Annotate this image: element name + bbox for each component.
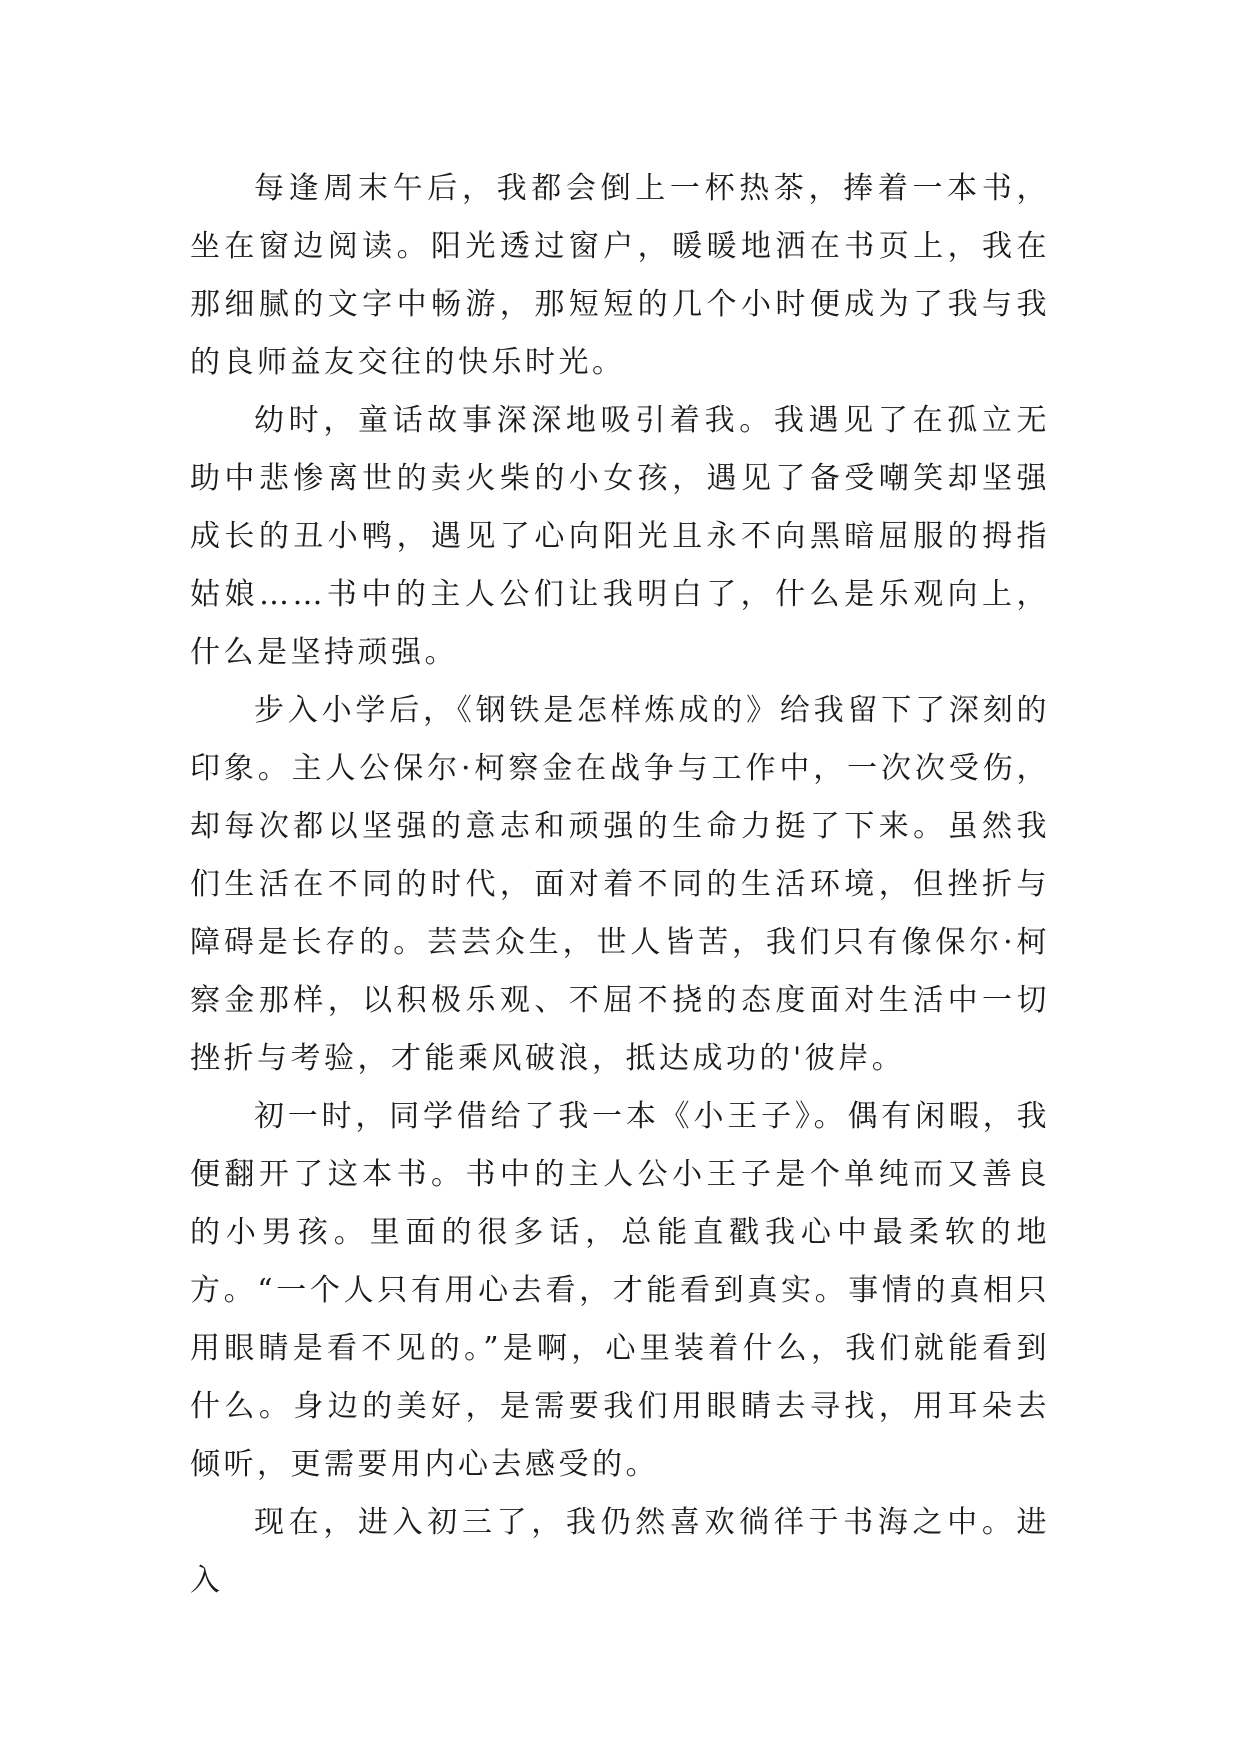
paragraph-little-prince: 初一时，同学借给了我一本《小王子》。偶有闲暇，我便翻开了这本书。书中的主人公小王子是个单纯而又善良的小男孩。里面的很多话，总能直戳我心中最柔软的地方。“一个人只有用心去看，才能看到真实。事情的真相只用眼睛是看不见的。”是啊，心里装着什么，我们就能看到什么。身边的美好，是需要我们用眼睛去寻找，用耳朵去倾听，更需要用内心去感受的。	[190, 1099, 1050, 1482]
paragraph-now-grade-nine: 现在，进入初三了，我仍然喜欢徜徉于书海之中。进入	[190, 1505, 1050, 1598]
paragraph-childhood-fairy-tales: 幼时，童话故事深深地吸引着我。我遇见了在孤立无助中悲惨离世的卖火柴的小女孩，遇见了备受嘲笑却坚强成长的丑小鸭，遇见了心向阳光且永不向黑暗屈服的拇指姑娘……书中的主人公们让我明白了，什么是乐观向上，什么是坚持顽强。	[190, 403, 1050, 670]
paragraph-primary-school-book: 步入小学后，《钢铁是怎样炼成的》给我留下了深刻的印象。主人公保尔·柯察金在战争与工作中，一次次受伤，却每次都以坚强的意志和顽强的生命力挺了下来。虽然我们生活在不同的时代，面对着不同的生活环境，但挫折与障碍是长存的。芸芸众生，世人皆苦，我们只有像保尔·柯察金那样，以积极乐观、不屈不挠的态度面对生活中一切挫折与考验，才能乘风破浪，抵达成功的'彼岸。	[190, 693, 1050, 1076]
paragraph-weekend-reading: 每逢周末午后，我都会倒上一杯热茶，捧着一本书，坐在窗边阅读。阳光透过窗户，暖暖地洒在书页上，我在那细腻的文字中畅游，那短短的几个小时便成为了我与我的良师益友交往的快乐时光。	[190, 171, 1050, 380]
document-body	[190, 160, 1050, 1610]
